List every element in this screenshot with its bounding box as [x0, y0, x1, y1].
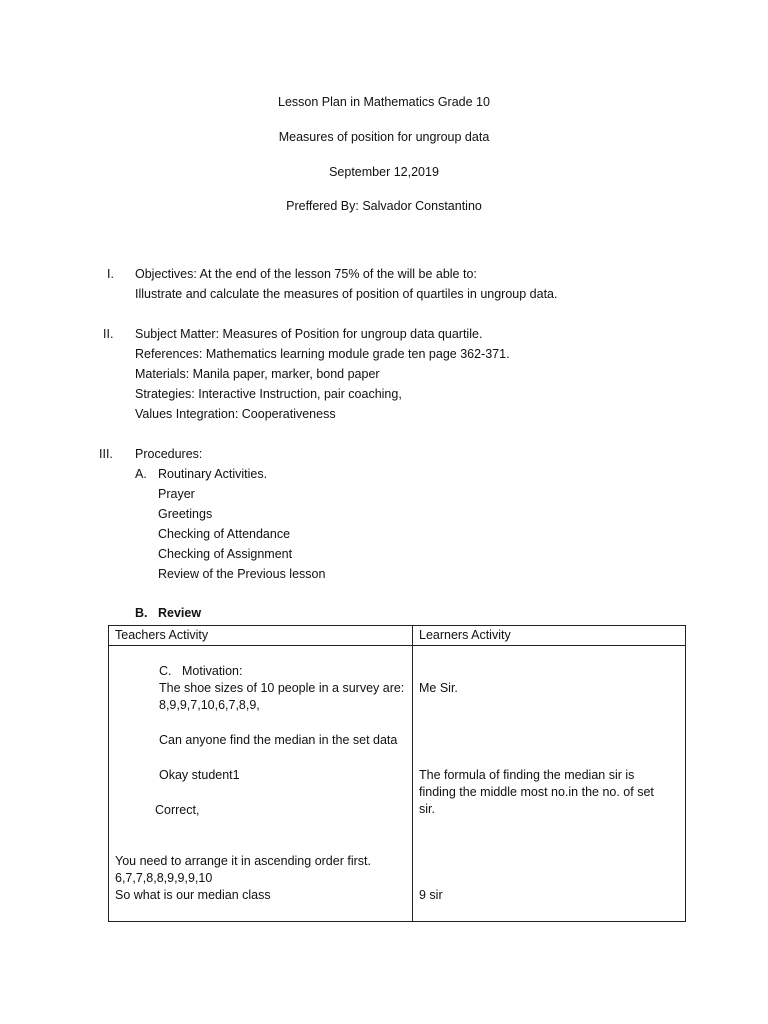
- motivation-letter: C.: [159, 664, 172, 678]
- strategies-line: Strategies: Interactive Instruction, pair coaching,: [135, 387, 402, 401]
- list-item: Review of the Previous lesson: [158, 567, 326, 581]
- section-1-numeral: I.: [107, 267, 114, 281]
- table-column-divider: [412, 626, 413, 921]
- teachers-activity-header: Teachers Activity: [115, 628, 209, 642]
- list-item: Checking of Attendance: [158, 527, 291, 541]
- list-item: Prayer: [158, 487, 195, 501]
- document-topic: Measures of position for ungroup data: [278, 130, 490, 144]
- review-heading: Review: [158, 606, 202, 620]
- subsection-a-letter: A.: [135, 467, 147, 481]
- teacher-line: So what is our median class: [115, 888, 271, 902]
- learner-line: The formula of finding the median sir is: [419, 768, 635, 782]
- teacher-line: The shoe sizes of 10 people in a survey are:: [159, 681, 405, 695]
- teacher-line: Okay student1: [159, 768, 240, 782]
- teacher-line: 8,9,9,7,10,6,7,8,9,: [159, 698, 260, 712]
- learner-line: 9 sir: [419, 888, 443, 902]
- learner-line: sir.: [419, 802, 435, 816]
- teacher-line: 6,7,7,8,8,9,9,9,10: [115, 871, 213, 885]
- list-item: Greetings: [158, 507, 213, 521]
- activity-table: [108, 625, 686, 922]
- learner-line: finding the middle most no.in the no. of set: [419, 785, 654, 799]
- section-3-numeral: III.: [99, 447, 113, 461]
- subsection-b-letter: B.: [135, 606, 148, 620]
- learner-line: Me Sir.: [419, 681, 458, 695]
- teacher-line: You need to arrange it in ascending order first.: [115, 854, 371, 868]
- motivation-heading: Motivation:: [182, 664, 243, 678]
- procedures-heading: Procedures:: [135, 447, 203, 461]
- table-header-divider: [109, 645, 685, 646]
- objectives-detail: Illustrate and calculate the measures of position of quartiles in ungroup data.: [135, 287, 558, 301]
- materials-line: Materials: Manila paper, marker, bond paper: [135, 367, 380, 381]
- list-item: Checking of Assignment: [158, 547, 293, 561]
- document-title: Lesson Plan in Mathematics Grade 10: [278, 95, 490, 109]
- references-line: References: Mathematics learning module grade ten page 362-371.: [135, 347, 510, 361]
- document-preparer: Preffered By: Salvador Constantino: [286, 199, 482, 213]
- subject-matter-line: Subject Matter: Measures of Position for ungroup data quartile.: [135, 327, 483, 341]
- teacher-line: Correct,: [155, 803, 200, 817]
- routinary-heading: Routinary Activities.: [158, 467, 268, 481]
- learners-activity-header: Learners Activity: [419, 628, 511, 642]
- teacher-line: Can anyone find the median in the set data: [159, 733, 398, 747]
- document-date: September 12,2019: [329, 165, 439, 179]
- section-2-numeral: II.: [103, 327, 114, 341]
- objectives-line: Objectives: At the end of the lesson 75% of the will be able to:: [135, 267, 477, 281]
- values-line: Values Integration: Cooperativeness: [135, 407, 336, 421]
